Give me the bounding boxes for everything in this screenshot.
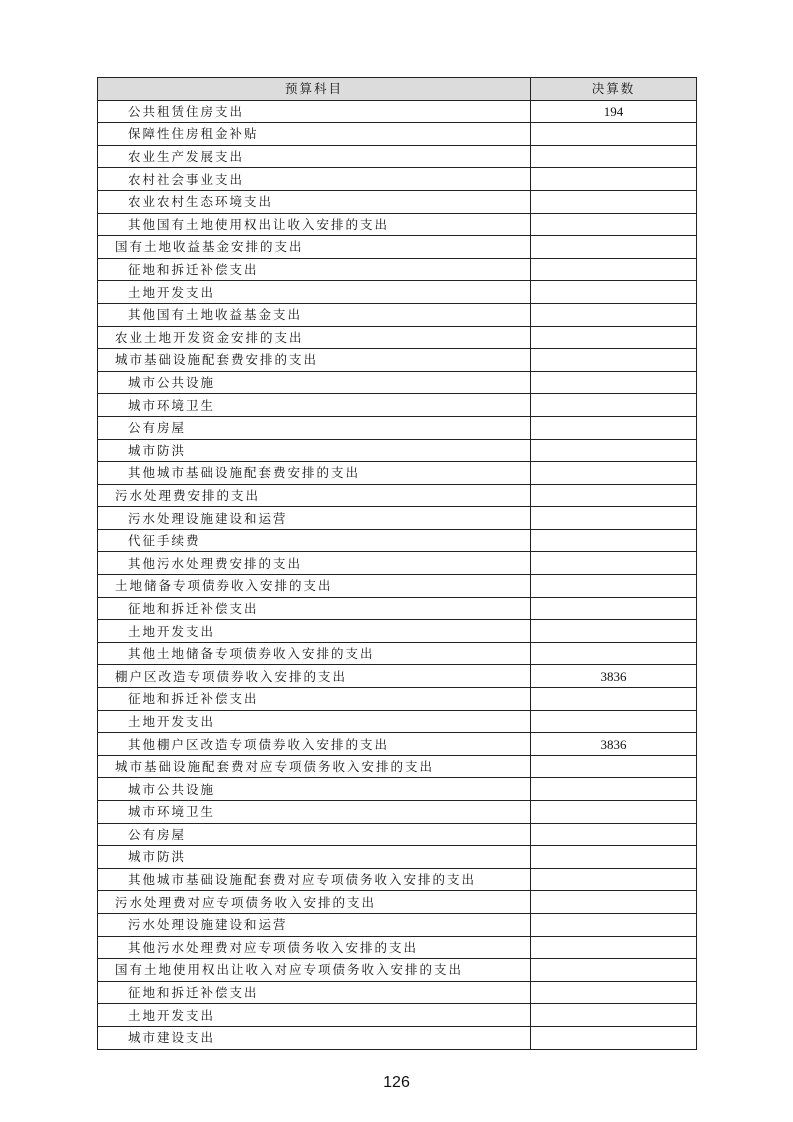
- table-row: [98, 846, 697, 869]
- table-row: [98, 778, 697, 801]
- final-amount-value: [531, 823, 697, 846]
- final-amount-value: [531, 597, 697, 620]
- budget-item-name: 代征手续费: [98, 529, 531, 552]
- budget-item-name: 其他污水处理费对应专项债务收入安排的支出: [98, 936, 531, 959]
- table-row: [98, 710, 697, 733]
- table-header-row: [98, 78, 697, 101]
- table-row: [98, 823, 697, 846]
- table-row: [98, 507, 697, 530]
- final-amount-value: [531, 213, 697, 236]
- table-row: [98, 190, 697, 213]
- table-row: [98, 168, 697, 191]
- table-row: [98, 303, 697, 326]
- budget-item-name: 公共租赁住房支出: [98, 100, 531, 123]
- table-row: [98, 642, 697, 665]
- final-amount-value: [531, 236, 697, 259]
- budget-item-name: 征地和拆迁补偿支出: [98, 981, 531, 1004]
- table-row: [98, 1004, 697, 1027]
- table-row: [98, 597, 697, 620]
- final-amount-value: [531, 303, 697, 326]
- budget-item-name: 城市基础设施配套费对应专项债务收入安排的支出: [98, 755, 531, 778]
- final-amount-value: [531, 371, 697, 394]
- table-row: [98, 371, 697, 394]
- final-amount-value: [531, 959, 697, 982]
- table-row: [98, 236, 697, 259]
- final-amount-value: [531, 913, 697, 936]
- budget-item-name: 城市环境卫生: [98, 394, 531, 417]
- header-final-amount: 决算数: [531, 78, 697, 101]
- table-row: [98, 981, 697, 1004]
- budget-item-name: 农业土地开发资金安排的支出: [98, 326, 531, 349]
- table-row: [98, 959, 697, 982]
- final-amount-value: [531, 778, 697, 801]
- table-row: [98, 688, 697, 711]
- table-row: [98, 349, 697, 372]
- final-amount-value: [531, 123, 697, 146]
- table-row: [98, 123, 697, 146]
- page-number: 126: [383, 1074, 410, 1091]
- header-budget-item: 预算科目: [98, 78, 531, 101]
- budget-item-name: 城市建设支出: [98, 1026, 531, 1049]
- final-amount-value: [531, 552, 697, 575]
- budget-item-name: 城市公共设施: [98, 371, 531, 394]
- budget-item-name: 其他棚户区改造专项债券收入安排的支出: [98, 733, 531, 756]
- budget-item-name: 国有土地使用权出让收入对应专项债务收入安排的支出: [98, 959, 531, 982]
- budget-item-name: 土地开发支出: [98, 620, 531, 643]
- budget-item-name: 农村社会事业支出: [98, 168, 531, 191]
- table-row: [98, 281, 697, 304]
- budget-item-name: 土地开发支出: [98, 281, 531, 304]
- budget-item-name: 其他城市基础设施配套费安排的支出: [98, 462, 531, 485]
- final-amount-value: [531, 145, 697, 168]
- table-row: [98, 529, 697, 552]
- budget-item-name: 土地开发支出: [98, 1004, 531, 1027]
- final-amount-value: [531, 936, 697, 959]
- final-amount-value: [531, 190, 697, 213]
- table-row: [98, 936, 697, 959]
- final-amount-value: [531, 529, 697, 552]
- table-row: [98, 913, 697, 936]
- budget-item-name: 其他国有土地使用权出让收入安排的支出: [98, 213, 531, 236]
- final-amount-value: [531, 755, 697, 778]
- final-amount-value: [531, 801, 697, 824]
- table-row: [98, 462, 697, 485]
- table-row: [98, 575, 697, 598]
- final-amount-value: [531, 1004, 697, 1027]
- budget-item-name: 农业生产发展支出: [98, 145, 531, 168]
- budget-item-name: 征地和拆迁补偿支出: [98, 597, 531, 620]
- table-row: [98, 258, 697, 281]
- table-row: [98, 394, 697, 417]
- table-row: [98, 620, 697, 643]
- budget-item-name: 其他污水处理费安排的支出: [98, 552, 531, 575]
- table-row: [98, 733, 697, 756]
- table-row: [98, 868, 697, 891]
- budget-item-name: 棚户区改造专项债券收入安排的支出: [98, 665, 531, 688]
- budget-item-name: 土地储备专项债券收入安排的支出: [98, 575, 531, 598]
- final-amount-value: [531, 1026, 697, 1049]
- table-row: [98, 891, 697, 914]
- final-amount-value: 3836: [531, 665, 697, 688]
- budget-item-name: 其他城市基础设施配套费对应专项债务收入安排的支出: [98, 868, 531, 891]
- final-amount-value: [531, 349, 697, 372]
- table-row: [98, 439, 697, 462]
- budget-item-name: 城市防洪: [98, 439, 531, 462]
- final-amount-value: [531, 462, 697, 485]
- budget-item-name: 土地开发支出: [98, 710, 531, 733]
- table-row: [98, 665, 697, 688]
- budget-item-name: 城市环境卫生: [98, 801, 531, 824]
- budget-item-name: 城市基础设施配套费安排的支出: [98, 349, 531, 372]
- final-amount-value: [531, 326, 697, 349]
- final-amount-value: [531, 168, 697, 191]
- budget-item-name: 城市防洪: [98, 846, 531, 869]
- budget-item-name: 污水处理费安排的支出: [98, 484, 531, 507]
- budget-item-name: 其他国有土地收益基金支出: [98, 303, 531, 326]
- final-amount-value: [531, 846, 697, 869]
- final-amount-value: [531, 416, 697, 439]
- budget-item-name: 城市公共设施: [98, 778, 531, 801]
- budget-item-name: 污水处理设施建设和运营: [98, 913, 531, 936]
- budget-item-name: 国有土地收益基金安排的支出: [98, 236, 531, 259]
- budget-item-name: 公有房屋: [98, 416, 531, 439]
- final-amount-value: [531, 710, 697, 733]
- budget-item-name: 农业农村生态环境支出: [98, 190, 531, 213]
- table-row: [98, 1026, 697, 1049]
- final-amount-value: [531, 891, 697, 914]
- table-row: [98, 100, 697, 123]
- final-amount-value: [531, 281, 697, 304]
- budget-item-name: 公有房屋: [98, 823, 531, 846]
- budget-item-name: 保障性住房租金补贴: [98, 123, 531, 146]
- table-row: [98, 484, 697, 507]
- final-amount-value: [531, 258, 697, 281]
- table-row: [98, 145, 697, 168]
- final-amount-value: [531, 507, 697, 530]
- final-amount-value: 194: [531, 100, 697, 123]
- budget-item-name: 污水处理设施建设和运营: [98, 507, 531, 530]
- budget-item-name: 征地和拆迁补偿支出: [98, 688, 531, 711]
- budget-item-name: 征地和拆迁补偿支出: [98, 258, 531, 281]
- table-row: [98, 552, 697, 575]
- final-amount-value: [531, 642, 697, 665]
- table-row: [98, 801, 697, 824]
- final-amount-value: [531, 394, 697, 417]
- table-row: [98, 416, 697, 439]
- table-row: [98, 213, 697, 236]
- budget-item-name: 污水处理费对应专项债务收入安排的支出: [98, 891, 531, 914]
- final-amount-value: [531, 484, 697, 507]
- table-body: [98, 100, 697, 1049]
- table-row: [98, 326, 697, 349]
- final-amount-value: [531, 868, 697, 891]
- final-amount-value: [531, 688, 697, 711]
- final-amount-value: [531, 439, 697, 462]
- final-amount-value: [531, 981, 697, 1004]
- final-amount-value: [531, 575, 697, 598]
- table-row: [98, 755, 697, 778]
- final-amount-value: [531, 620, 697, 643]
- budget-item-name: 其他土地储备专项债券收入安排的支出: [98, 642, 531, 665]
- final-amount-value: 3836: [531, 733, 697, 756]
- budget-table: [97, 77, 697, 1050]
